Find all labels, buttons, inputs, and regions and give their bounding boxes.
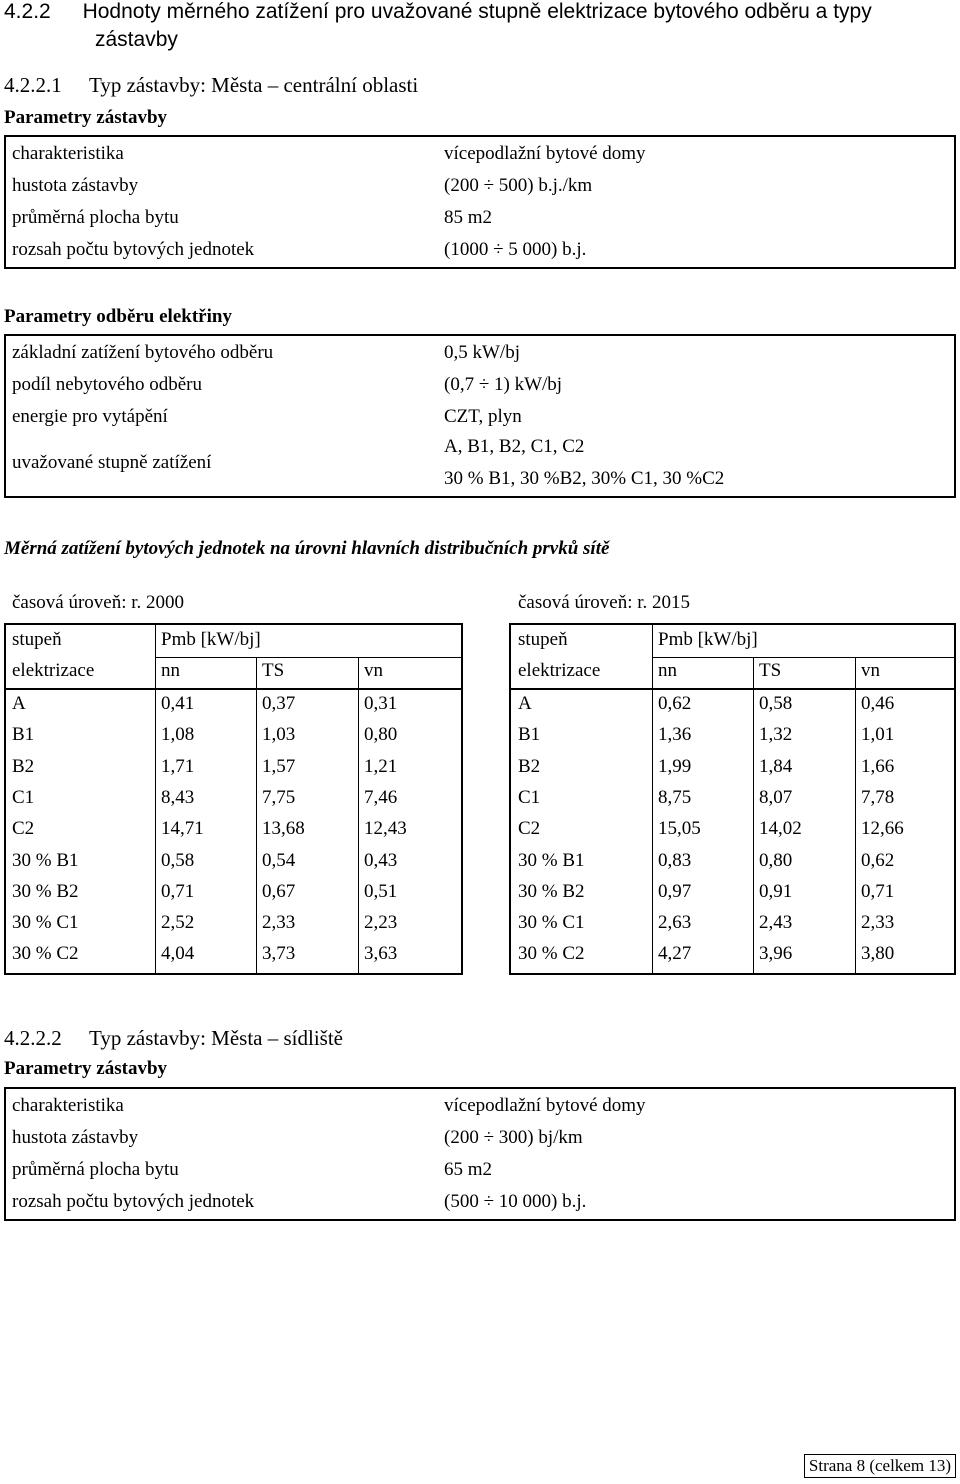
param-value: 65 m2	[444, 1159, 493, 1180]
param-label: průměrná plocha bytu	[12, 1159, 179, 1180]
table-cell: 0,71	[161, 880, 195, 902]
table-cell: 1,66	[861, 755, 895, 777]
header-ts: TS	[759, 660, 782, 681]
param-label: průměrná plocha bytu	[12, 207, 179, 228]
param-value: 85 m2	[444, 207, 493, 228]
table-cell: 7,78	[861, 786, 895, 808]
table-row-label: B1	[12, 724, 35, 746]
param-label: rozsah počtu bytových jednotek	[12, 239, 255, 260]
param-label: hustota zástavby	[12, 1127, 139, 1148]
table-cell: 2,52	[161, 912, 195, 934]
table-cell: 2,33	[861, 912, 895, 934]
elec-value: (0,7 ÷ 1) kW/bj	[444, 374, 563, 395]
page-footer: Strana 8 (celkem 13)	[804, 1454, 956, 1478]
table-cell: 1,32	[759, 724, 793, 746]
table-cell: 0,37	[262, 693, 296, 714]
table-row-label: 30 % B2	[12, 880, 79, 902]
table-cell: 8,43	[161, 786, 195, 808]
table-row-label: 30 % C2	[12, 943, 79, 965]
table-cell: 0,91	[759, 880, 793, 902]
table-cell: 0,62	[658, 693, 692, 714]
header-vn: vn	[861, 660, 880, 681]
loads-heading: Měrná zatížení bytových jednotek na úrovni hlavních distribučních prvků sítě	[4, 538, 610, 559]
table-cell: 0,31	[364, 693, 398, 714]
header-elektrizace: elektrizace	[518, 660, 601, 681]
table-cell: 2,43	[759, 912, 793, 934]
table-cell: 2,63	[658, 912, 692, 934]
table-row-label: 30 % C2	[518, 943, 585, 965]
param-value: vícepodlažní bytové domy	[444, 1095, 646, 1116]
param-label: charakteristika	[12, 1095, 124, 1116]
sub1-params-table	[4, 135, 956, 269]
sub1-params-heading: Parametry zástavby	[4, 107, 168, 128]
header-pmb: Pmb [kW/bj]	[161, 629, 261, 650]
elec-value: A, B1, B2, C1, C2	[444, 436, 585, 457]
table-cell: 0,43	[364, 849, 398, 871]
table-cell: 3,73	[262, 943, 296, 965]
table-cell: 1,36	[658, 724, 692, 746]
table-cell: 14,02	[759, 818, 802, 840]
table-2000	[4, 623, 463, 975]
table-cell: 2,33	[262, 912, 296, 934]
table-cell: 2,23	[364, 912, 398, 934]
table-cell: 0,54	[262, 849, 296, 871]
table-2000-caption: časová úroveň: r. 2000	[12, 592, 185, 613]
header-stupen: stupeň	[518, 629, 568, 650]
table-row-label: C1	[518, 786, 541, 808]
table-cell: 1,84	[759, 755, 793, 777]
table-cell: 1,08	[161, 724, 195, 746]
table-cell: 1,71	[161, 755, 195, 777]
sub2-params-table	[4, 1087, 956, 1221]
table-cell: 0,41	[161, 693, 195, 714]
table-cell: 0,58	[759, 693, 793, 714]
sub2-title: Typ zástavby: Města – sídliště	[89, 1026, 343, 1050]
header-vn: vn	[364, 660, 383, 681]
table-cell: 12,43	[364, 818, 407, 840]
table-row-label: C2	[12, 818, 35, 840]
sub1-elec-table	[4, 334, 956, 498]
table-cell: 0,58	[161, 849, 195, 871]
table-row-label: 30 % B1	[518, 849, 585, 871]
param-label: hustota zástavby	[12, 175, 139, 196]
table-cell: 8,75	[658, 786, 692, 808]
elec-value: CZT, plyn	[444, 406, 522, 427]
table-cell: 0,67	[262, 880, 296, 902]
table-2015	[509, 623, 956, 975]
table-cell: 4,04	[161, 943, 195, 965]
table-cell: 8,07	[759, 786, 793, 808]
table-cell: 0,83	[658, 849, 692, 871]
table-cell: 0,62	[861, 849, 895, 871]
param-label: rozsah počtu bytových jednotek	[12, 1191, 255, 1212]
header-ts: TS	[262, 660, 285, 681]
elec-label: energie pro vytápění	[12, 406, 168, 427]
elec-label: podíl nebytového odběru	[12, 374, 202, 395]
table-cell: 14,71	[161, 818, 204, 840]
table-row-label: 30 % C1	[12, 912, 79, 934]
sub1-title: Typ zástavby: Města – centrální oblasti	[89, 73, 419, 97]
table-cell: 0,71	[861, 880, 895, 902]
table-cell: 7,46	[364, 786, 398, 808]
table-row-label: 30 % B2	[518, 880, 585, 902]
sub2-number: 4.2.2.2	[4, 1026, 62, 1050]
table-row-label: A	[12, 693, 26, 714]
header-nn: nn	[161, 660, 180, 681]
table-cell: 7,75	[262, 786, 296, 808]
table-cell: 0,46	[861, 693, 895, 714]
param-label: charakteristika	[12, 143, 124, 164]
header-pmb: Pmb [kW/bj]	[658, 629, 758, 650]
table-row-label: 30 % C1	[518, 912, 585, 934]
table-cell: 3,96	[759, 943, 793, 965]
header-nn: nn	[658, 660, 677, 681]
param-value: (1000 ÷ 5 000) b.j.	[444, 239, 587, 260]
table-row-label: B2	[518, 755, 541, 777]
table-row-label: C2	[518, 818, 541, 840]
table-cell: 1,01	[861, 724, 895, 746]
table-cell: 15,05	[658, 818, 701, 840]
table-cell: 13,68	[262, 818, 305, 840]
table-row-label: A	[518, 693, 532, 714]
section-title: Hodnoty měrného zatížení pro uvažované stupně elektrizace bytového odběru a typy	[82, 0, 872, 23]
param-value: (200 ÷ 500) b.j./km	[444, 175, 593, 196]
section-number: 4.2.2	[4, 0, 51, 23]
table-row-label: B1	[518, 724, 541, 746]
header-elektrizace: elektrizace	[12, 660, 95, 681]
section-title-cont: zástavby	[95, 28, 178, 51]
sub2-params-heading: Parametry zástavby	[4, 1058, 168, 1079]
sub1-elec-heading: Parametry odběru elektřiny	[4, 306, 232, 327]
elec-label: uvažované stupně zatížení	[12, 452, 212, 473]
table-row-label: C1	[12, 786, 35, 808]
table-cell: 4,27	[658, 943, 692, 965]
table-cell: 0,80	[364, 724, 398, 746]
table-2015-caption: časová úroveň: r. 2015	[518, 592, 691, 613]
section-heading	[4, 0, 872, 24]
elec-value: 0,5 kW/bj	[444, 342, 520, 363]
param-value: vícepodlažní bytové domy	[444, 143, 646, 164]
sub1-heading	[4, 73, 418, 98]
sub1-number: 4.2.2.1	[4, 73, 62, 97]
sub2-heading	[4, 1026, 343, 1051]
table-cell: 12,66	[861, 818, 904, 840]
table-cell: 1,03	[262, 724, 296, 746]
table-cell: 1,57	[262, 755, 296, 777]
table-cell: 3,80	[861, 943, 895, 965]
elec-value-2: 30 % B1, 30 %B2, 30% C1, 30 %C2	[444, 468, 725, 489]
table-cell: 1,21	[364, 755, 398, 777]
table-cell: 3,63	[364, 943, 398, 965]
elec-label: základní zatížení bytového odběru	[12, 342, 274, 363]
table-cell: 0,51	[364, 880, 398, 902]
param-value: (500 ÷ 10 000) b.j.	[444, 1191, 587, 1212]
table-row-label: B2	[12, 755, 35, 777]
table-cell: 0,80	[759, 849, 793, 871]
table-row-label: 30 % B1	[12, 849, 79, 871]
header-stupen: stupeň	[12, 629, 62, 650]
table-cell: 0,97	[658, 880, 692, 902]
param-value: (200 ÷ 300) bj/km	[444, 1127, 583, 1148]
table-cell: 1,99	[658, 755, 692, 777]
